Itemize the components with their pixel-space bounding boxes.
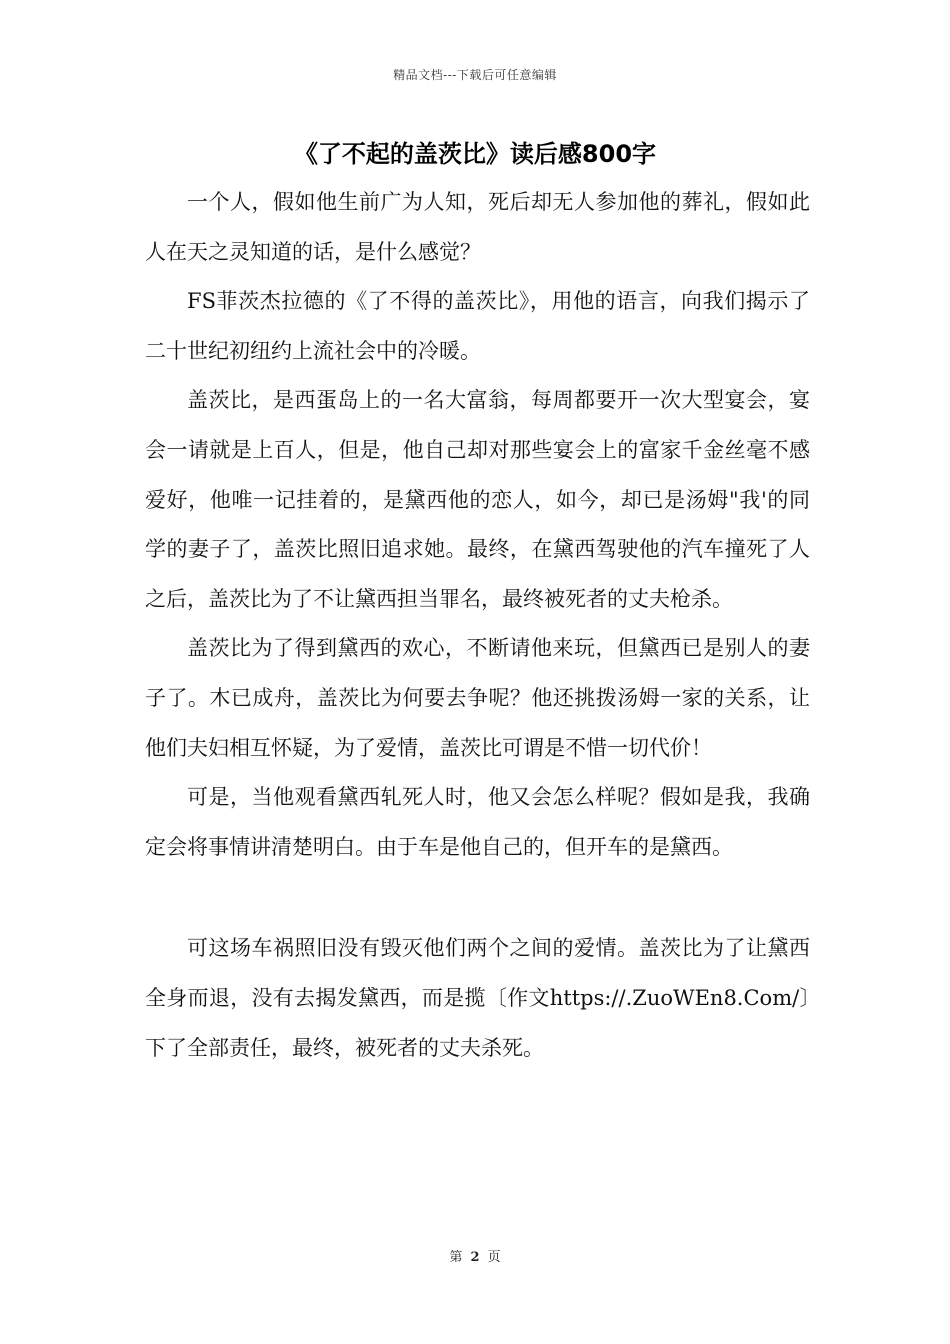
paragraph: 盖茨比为了得到黛西的欢心，不断请他来玩，但黛西已是别人的妻子了。木已成舟，盖茨比为何要去争呢？他还挑拨汤姆一家的关系，让他们夫妇相互怀疑，为了爱情，盖茨比可谓是不惜一切代价！ <box>145 636 810 760</box>
paragraph: FS菲茨杰拉德的《了不得的盖茨比》，用他的语言，向我们揭示了二十世纪初纽约上流社会中的冷暖。 <box>145 289 810 363</box>
page-number: 2 <box>470 1250 480 1265</box>
document-body <box>145 178 810 1073</box>
paragraph: 一个人，假如他生前广为人知，死后却无人参加他的葬礼，假如此人在天之灵知道的话，是什么感觉？ <box>145 190 810 264</box>
footer-prefix: 第 <box>449 1250 463 1265</box>
paragraph: 可这场车祸照旧没有毁灭他们两个之间的爱情。盖茨比为了让黛西全身而退，没有去揭发黛西，而是揽〔作文https://.ZuoWEn8.Com/〕下了全部责任，最终，被死者的丈夫杀死。 <box>145 936 810 1060</box>
paragraph: 可是，当他观看黛西轧死人时，他又会怎么样呢？假如是我，我确定会将事情讲清楚明白。由于车是他自己的，但开车的是黛西。 <box>145 785 810 859</box>
page-footer <box>0 1246 950 1265</box>
page-header: 精品文档---下载后可任意编辑 <box>393 68 557 82</box>
footer-suffix: 页 <box>487 1250 501 1265</box>
document-title: 《了不起的盖茨比》读后感800字 <box>293 140 657 168</box>
paragraph: 盖茨比，是西蛋岛上的一名大富翁，每周都要开一次大型宴会，宴会一请就是上百人，但是，他自己却对那些宴会上的富家千金丝毫不感爱好，他唯一记挂着的，是黛西他的恋人，如今，却已是汤姆"我'的同学的妻子了，盖茨比照旧追求她。最终，在黛西驾驶他的汽车撞死了人之后，盖茨比为了不让黛西担当罪名，最终被死者的丈夫枪杀。 <box>145 388 810 611</box>
